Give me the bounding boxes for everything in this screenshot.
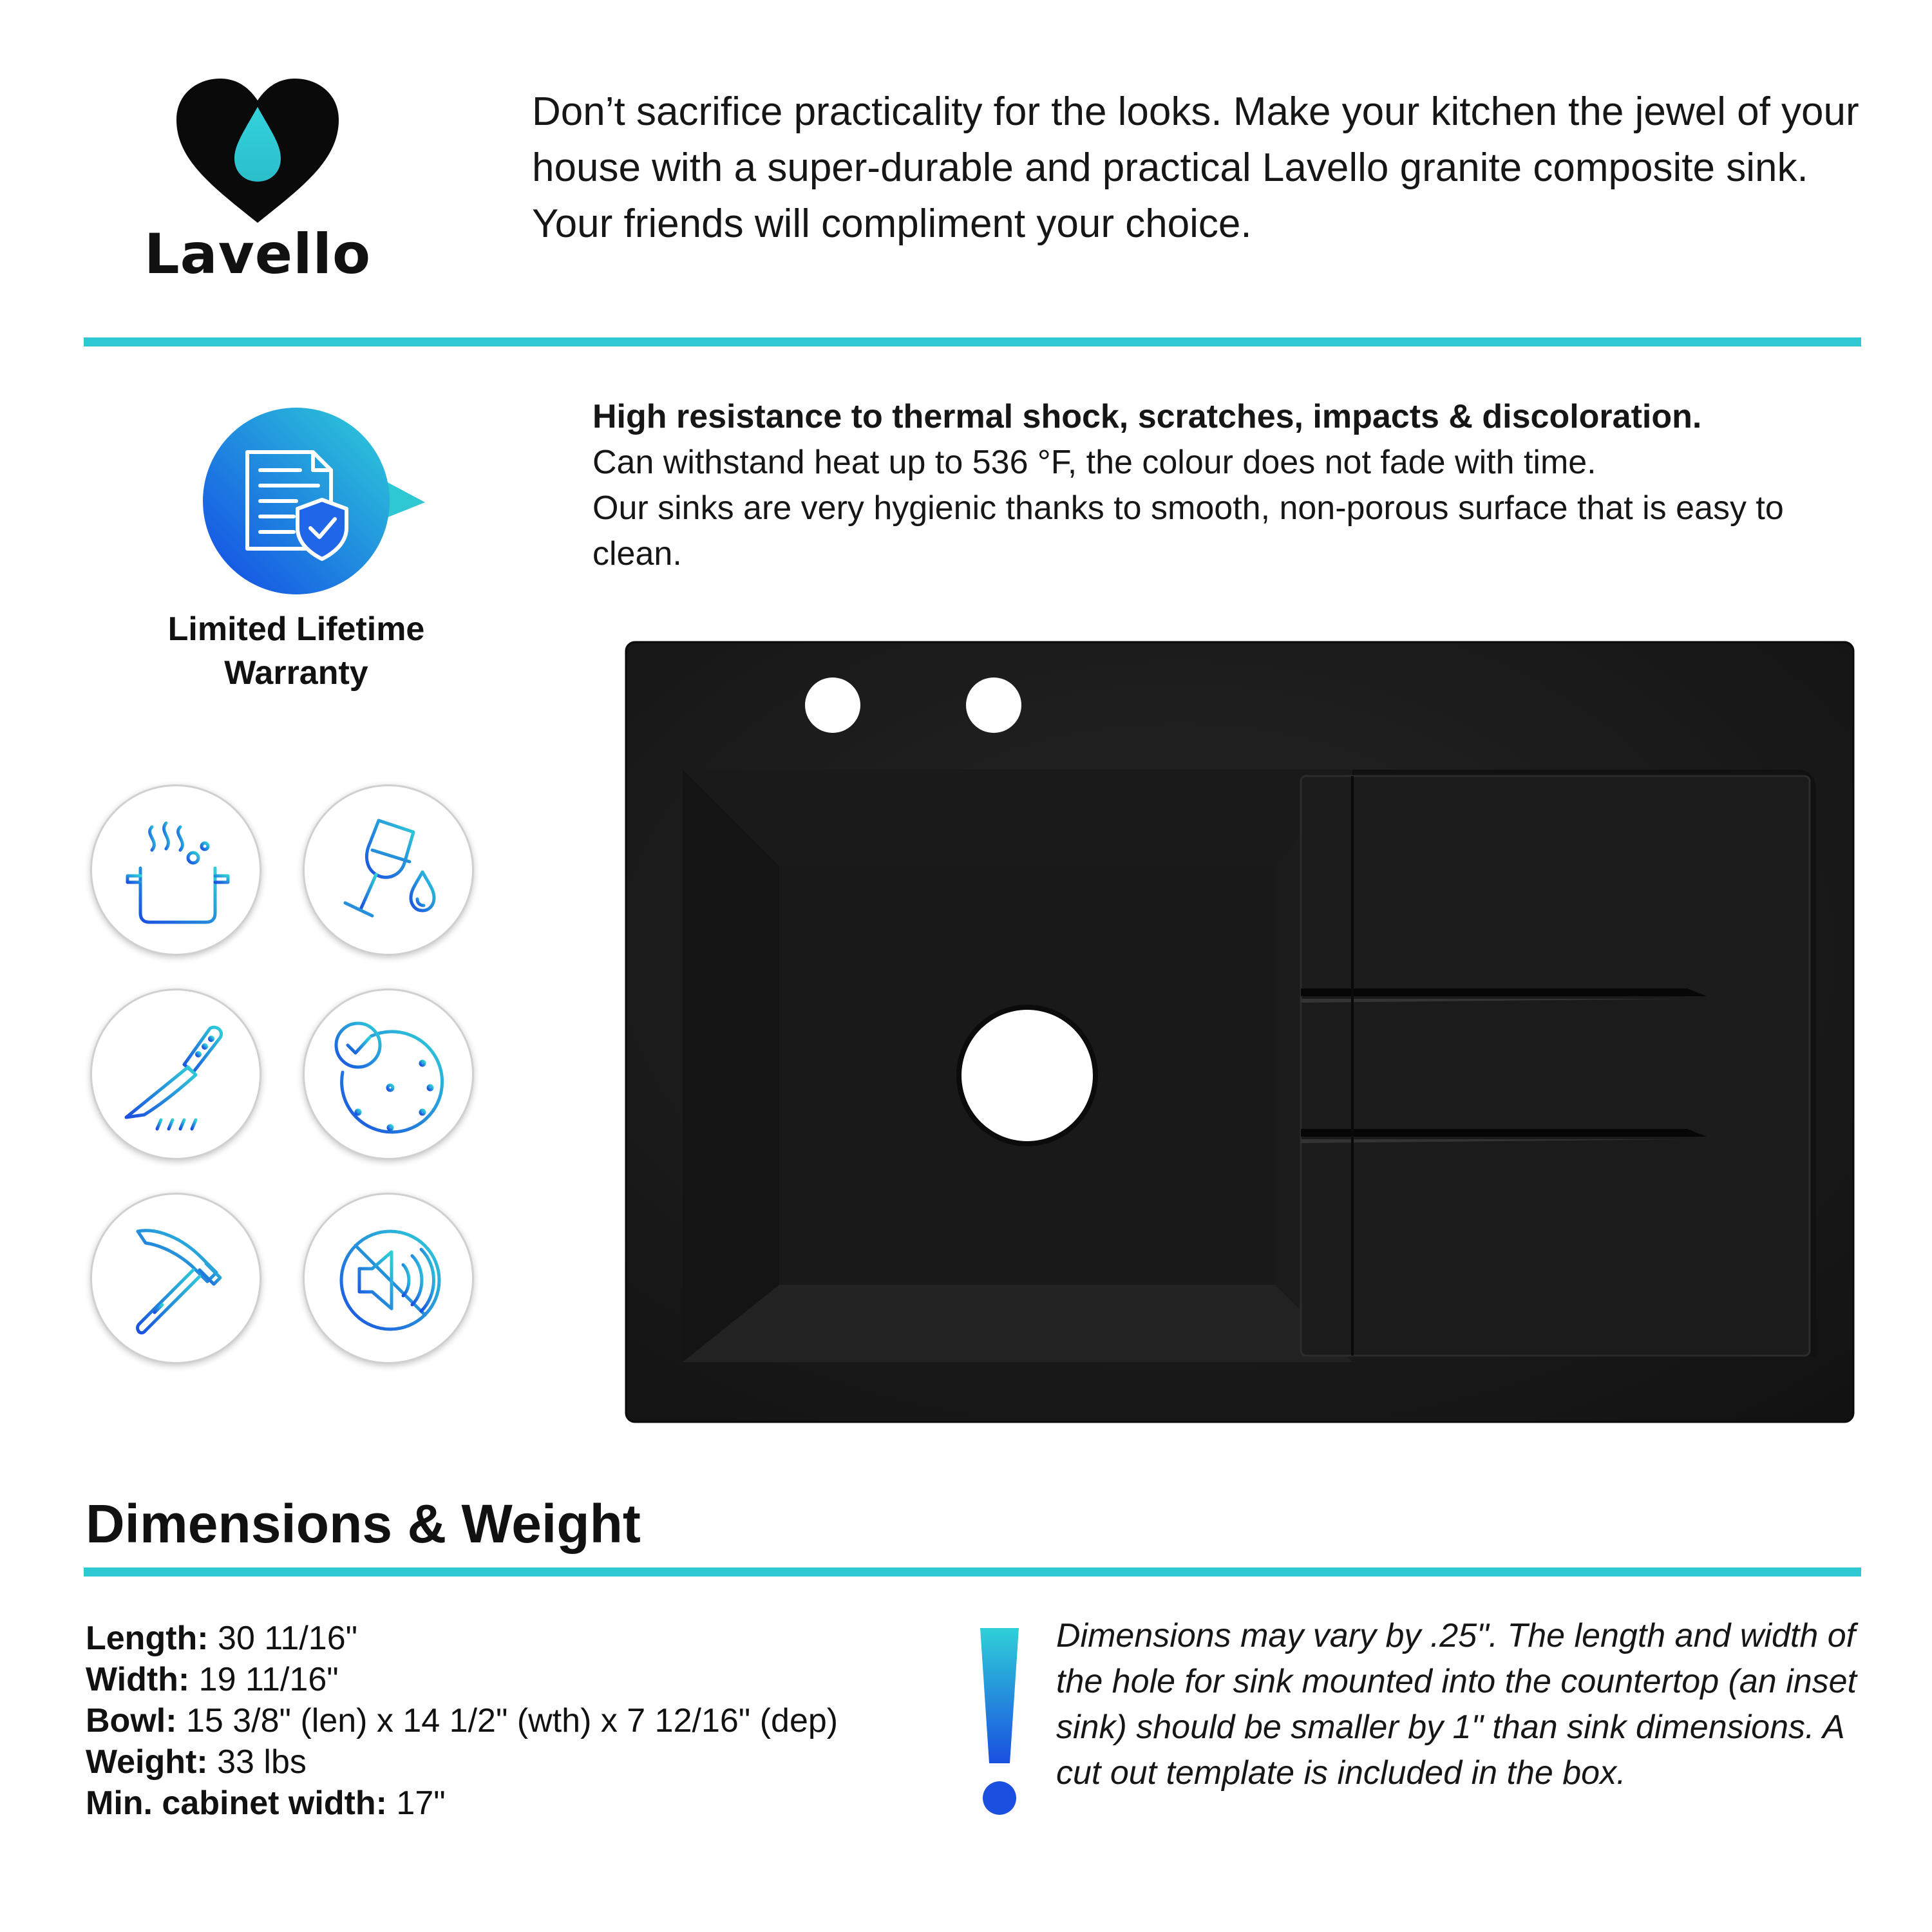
clock-check-icon: [319, 1005, 461, 1147]
feature-quiet: [303, 1193, 474, 1364]
drain-hole: [961, 1010, 1093, 1141]
knife-scratch-icon: [107, 1005, 249, 1147]
heart-water-drop-icon: [174, 77, 341, 225]
spec-width: Width: 19 11/16": [86, 1661, 339, 1698]
document-shield-icon: [200, 406, 438, 605]
feature-scratch: [90, 989, 261, 1160]
no-sound-icon: [319, 1209, 461, 1351]
spec-list: [86, 1618, 1000, 1824]
faucet-hole: [966, 677, 1021, 733]
brand-name: Lavello: [144, 222, 372, 287]
feature-impact: [90, 1193, 261, 1364]
hammer-icon: [107, 1209, 249, 1351]
resistance-line: Our sinks are very hygienic thanks to smooth, non-porous surface that is easy to clean.: [592, 489, 1784, 573]
spec-length: Length: 30 11/16": [86, 1620, 358, 1657]
brand-logo: [129, 71, 386, 296]
feature-durable: [303, 989, 474, 1160]
resistance-text: [592, 394, 1816, 577]
exclamation-icon: [974, 1623, 1025, 1823]
warranty-label: Limited Lifetime Warranty: [167, 611, 425, 692]
cooking-pot-icon: [107, 801, 249, 943]
sink-image: [625, 641, 1855, 1423]
dimensions-note: Dimensions may vary by .25". The length and width of the hole for sink mounted into the countertop (an inset sink) should be smaller by 1" than sink dimensions. A cut out template is included in the box.: [1056, 1617, 1857, 1792]
divider: [84, 1567, 1861, 1577]
feature-heat: [90, 784, 261, 956]
faucet-hole: [805, 677, 860, 733]
resistance-line: Can withstand heat up to 536 °F, the colour does not fade with time.: [592, 444, 1596, 481]
dimensions-title: Dimensions & Weight: [86, 1493, 641, 1554]
feature-stain: [303, 784, 474, 956]
divider: [84, 337, 1861, 346]
intro-text: Don’t sacrifice practicality for the looks. Make your kitchen the jewel of your house with a super-durable and practical Lavello granite composite sink. Your friends will compliment your choice.: [532, 90, 1859, 246]
wine-glass-drop-icon: [319, 801, 461, 943]
spec-weight: Weight: 33 lbs: [86, 1743, 307, 1781]
resistance-heading: High resistance to thermal shock, scratches, impacts & discoloration.: [592, 398, 1702, 435]
spec-min-cabinet-width: Min. cabinet width: 17": [86, 1785, 446, 1822]
spec-bowl: Bowl: 15 3/8" (len) x 14 1/2" (wth) x 7 12/16" (dep): [86, 1702, 838, 1739]
